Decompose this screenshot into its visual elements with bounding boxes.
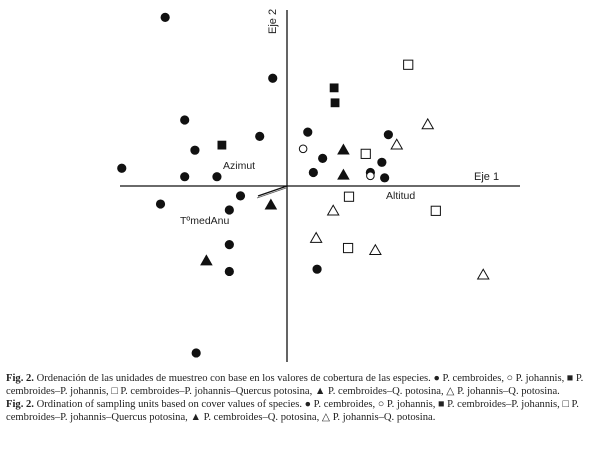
caption-english-text: Ordination of sampling units based on cover values of species. ● P. cembroides, ○ P. johannis, ■ P. cembroides–P. johannis, □ P. cembroides–P. johannis–Quercus potosina, ▲ P. cembroides–Q. potosina, △ P. johannis–Q. potosina.	[6, 399, 579, 423]
point-open-square-3	[344, 192, 353, 201]
point-filled-circle-8	[213, 172, 221, 180]
data-points	[118, 13, 489, 357]
azimut-label: Azimut	[223, 160, 256, 172]
point-filled-circle-21	[380, 174, 388, 182]
point-open-square-4	[431, 206, 440, 215]
point-filled-triangle-4	[201, 255, 212, 265]
caption-spanish	[6, 372, 608, 398]
point-open-triangle-6	[478, 269, 489, 279]
figure-captions	[6, 372, 608, 424]
point-filled-circle-9	[156, 200, 164, 208]
caption-english-label: Fig. 2.	[6, 399, 34, 410]
point-filled-circle-2	[269, 74, 277, 82]
point-filled-triangle-3	[265, 199, 276, 209]
tmedanu-vector	[258, 186, 287, 196]
point-filled-circle-5	[191, 146, 199, 154]
point-filled-circle-10	[236, 192, 244, 200]
point-filled-circle-14	[192, 349, 200, 357]
point-filled-circle-7	[181, 172, 189, 180]
point-open-triangle-1	[422, 119, 433, 129]
point-filled-circle-12	[225, 240, 233, 248]
point-open-triangle-4	[311, 233, 322, 243]
point-filled-circle-3	[181, 116, 189, 124]
caption-spanish-text: Ordenación de las unidades de muestreo con base en los valores de cobertura de las especies. ● P. cembroides, ○ P. johannis, ■ P. cembroides–P. johannis, □ P. cembroides–P. johannis–Quercus potosina, ▲ P. cembroides–Q. potosina, △ P. johannis–Q. potosina.	[6, 373, 584, 397]
point-filled-circle-16	[318, 154, 326, 162]
point-filled-triangle-2	[338, 169, 349, 179]
point-filled-circle-22	[313, 265, 321, 273]
point-open-circle-1	[299, 145, 307, 153]
altitud-label: Altitud	[386, 190, 416, 202]
x-axis-label: Eje 1	[474, 171, 500, 183]
point-filled-circle-6	[118, 164, 126, 172]
caption-spanish-label: Fig. 2.	[6, 373, 34, 384]
y-axis-label: Eje 2	[267, 8, 279, 34]
point-filled-circle-13	[225, 267, 233, 275]
point-filled-circle-18	[384, 130, 392, 138]
point-open-square-1	[404, 60, 413, 69]
point-filled-circle-19	[378, 158, 386, 166]
point-filled-triangle-1	[338, 144, 349, 154]
tmedanu-label: TºmedAnu	[180, 215, 230, 227]
point-filled-square-3	[331, 99, 339, 107]
point-filled-circle-17	[309, 168, 317, 176]
point-filled-circle-1	[161, 13, 169, 21]
caption-english	[6, 398, 608, 424]
point-open-circle-2	[367, 172, 375, 180]
point-filled-circle-11	[225, 206, 233, 214]
point-filled-circle-4	[256, 132, 264, 140]
point-open-square-2	[361, 149, 370, 158]
point-filled-square-2	[330, 84, 338, 92]
point-filled-circle-15	[304, 128, 312, 136]
point-open-triangle-2	[391, 139, 402, 149]
point-open-square-5	[343, 243, 352, 252]
point-open-triangle-5	[370, 245, 381, 255]
tmedanu-vector-shadow	[257, 188, 286, 198]
point-open-triangle-3	[328, 205, 339, 215]
point-filled-square-1	[218, 141, 226, 149]
